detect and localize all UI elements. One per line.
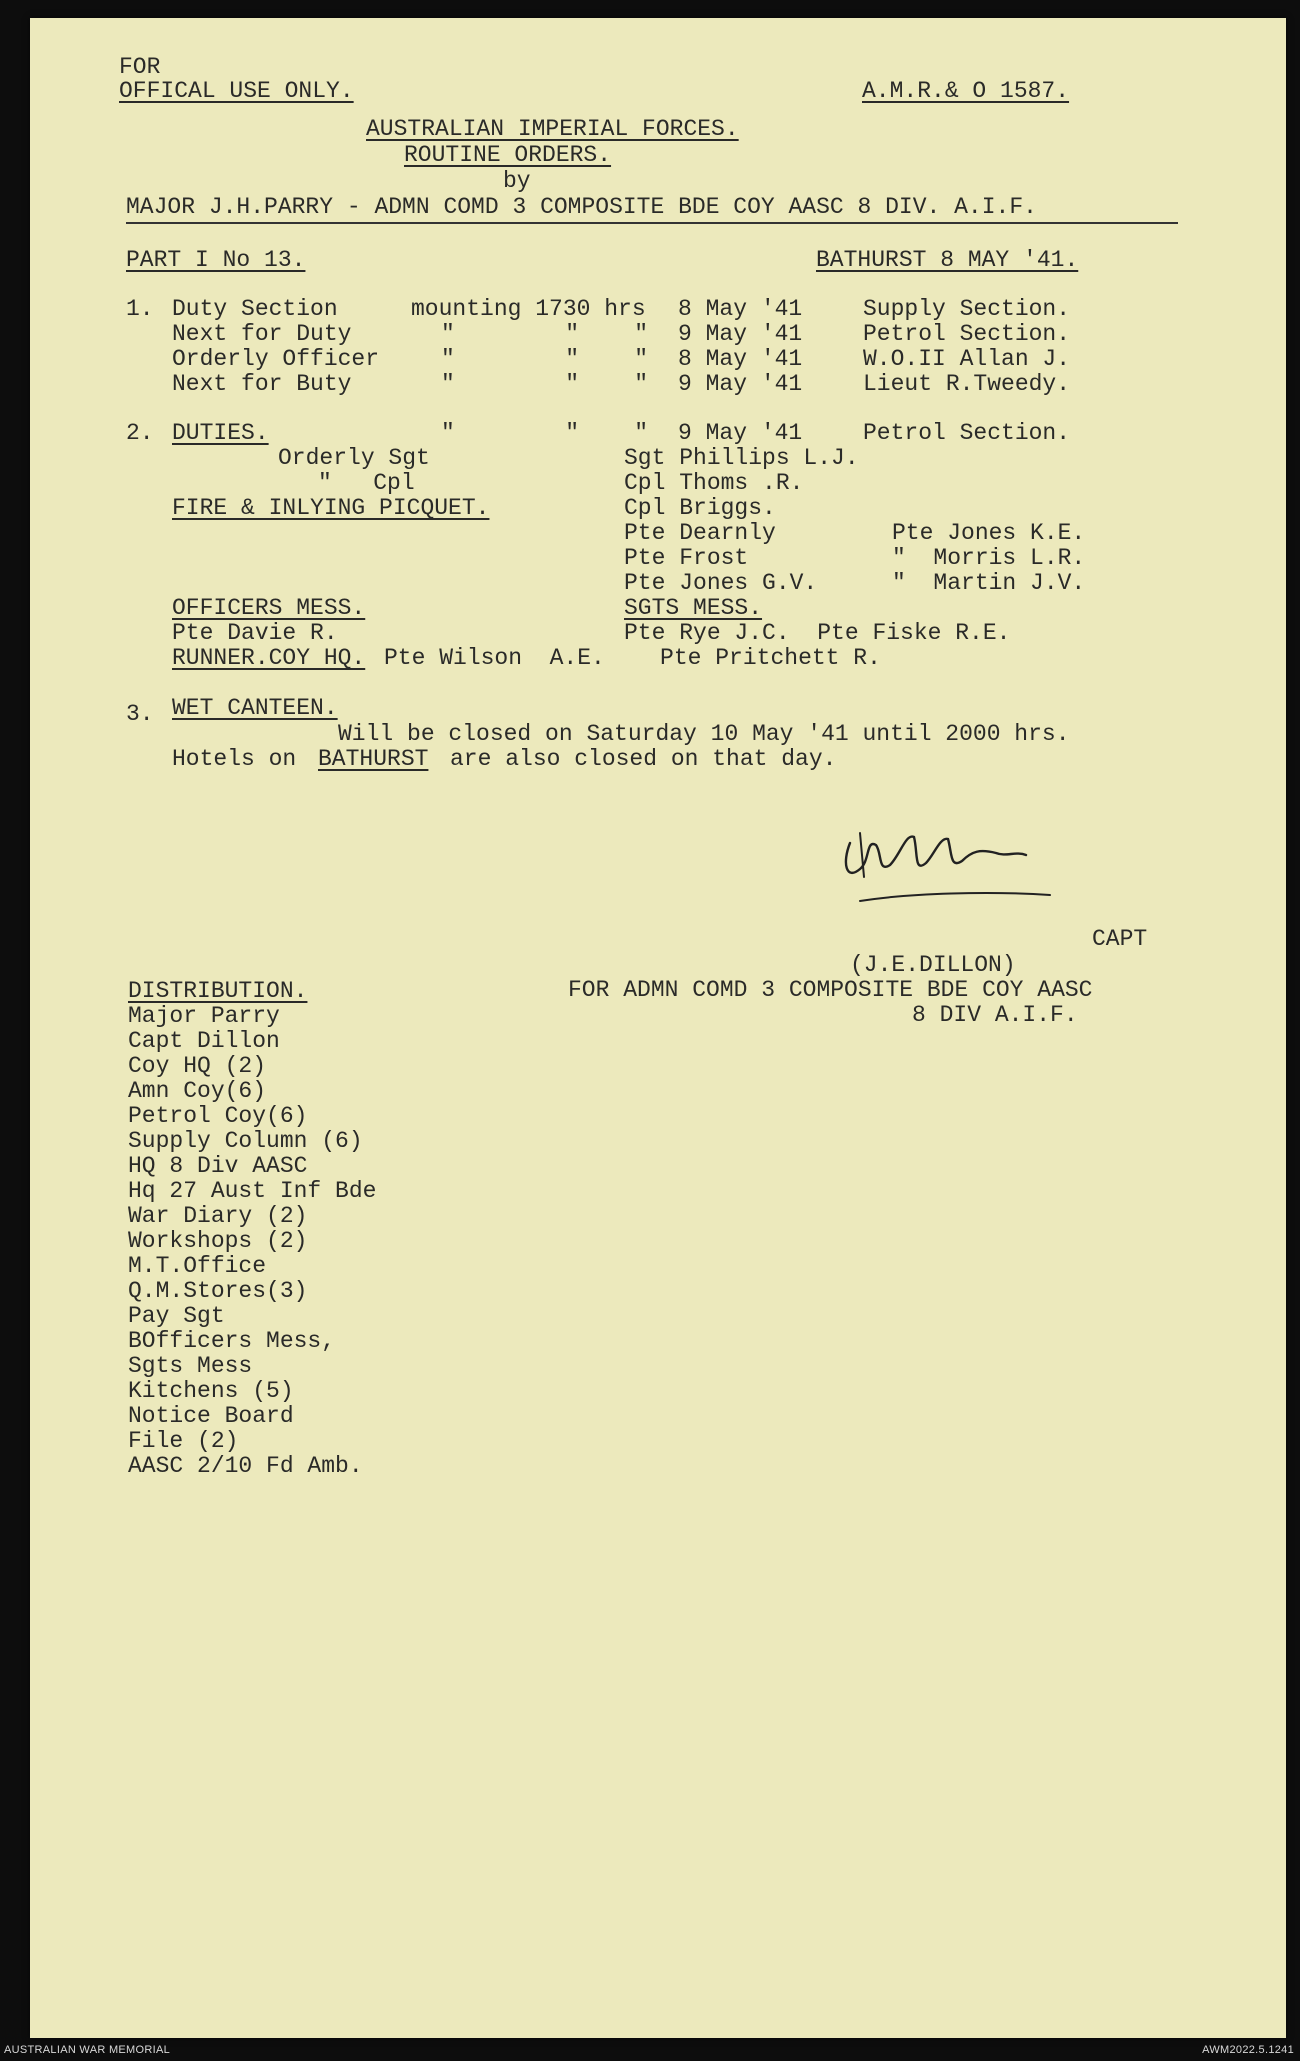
duty-row-time: mounting 1730 hrs (411, 296, 646, 322)
duty-row-time: " " " (441, 321, 649, 347)
wet-canteen-heading: WET CANTEEN. (172, 695, 338, 721)
distribution-item: Supply Column (6) (128, 1128, 363, 1154)
duty-row-assignee: W.O.II Allan J. (863, 346, 1071, 372)
duties-date: 9 May '41 (678, 420, 803, 446)
picquet-member: " Morris L.R. (892, 545, 1086, 571)
distribution-item: Kitchens (5) (128, 1378, 294, 1404)
signatory-rank: CAPT (1092, 926, 1148, 952)
duty-row-date: 9 May '41 (678, 371, 803, 397)
document-page (30, 18, 1286, 2038)
distribution-item: Major Parry (128, 1003, 280, 1029)
distribution-item: Sgts Mess (128, 1353, 253, 1379)
distribution-item: Pay Sgt (128, 1303, 225, 1329)
reference-number: A.M.R.& O 1587. (862, 78, 1070, 104)
distribution-item: Capt Dillon (128, 1028, 280, 1054)
place-date: BATHURST 8 MAY '41. (816, 247, 1079, 273)
duty-row-role: Orderly Officer (172, 346, 380, 372)
document-subtitle: ROUTINE ORDERS. (404, 142, 612, 168)
duty-row-date: 9 May '41 (678, 321, 803, 347)
duty-row-time: " " " (441, 346, 649, 372)
distribution-item: Coy HQ (2) (128, 1053, 267, 1079)
picquet-member: Pte Dearnly (624, 520, 776, 546)
duty-row-assignee: Petrol Section. (863, 321, 1071, 347)
by-line: by (503, 168, 531, 194)
distribution-item: Hq 27 Aust Inf Bde (128, 1178, 377, 1204)
wet-canteen-line-2-pre: Hotels on (172, 746, 297, 772)
distribution-item: HQ 8 Div AASC (128, 1153, 308, 1179)
duties-assignee: Petrol Section. (863, 420, 1071, 446)
cpl-name: Cpl Thoms .R. (624, 470, 804, 496)
duty-row-assignee: Lieut R.Tweedy. (863, 371, 1071, 397)
duties-heading: DUTIES. (172, 420, 269, 446)
archive-reference: AWM2022.5.1241 (1202, 2044, 1294, 2056)
picquet-member: Pte Jones G.V. (624, 570, 818, 596)
distribution-item: AASC 2/10 Fd Amb. (128, 1453, 363, 1479)
orderly-sgt-name: Sgt Phillips L.J. (624, 445, 859, 471)
handwritten-signature (820, 803, 1140, 913)
picquet-heading: FIRE & INLYING PICQUET. (172, 495, 490, 521)
orderly-sgt-label: Orderly Sgt (278, 445, 430, 471)
sgts-mess-members: Pte Rye J.C. Pte Fiske R.E. (624, 620, 1011, 646)
duty-row-time: " " " (441, 371, 649, 397)
distribution-item: Q.M.Stores(3) (128, 1278, 308, 1304)
wet-canteen-line-2-post: are also closed on that day. (450, 746, 837, 772)
archive-credit: AUSTRALIAN WAR MEMORIAL (4, 2044, 171, 2056)
duty-row-role: Next for Duty (172, 321, 352, 347)
distribution-item: Amn Coy(6) (128, 1078, 267, 1104)
section-3-number: 3. (126, 701, 154, 727)
section-1-number: 1. (126, 296, 154, 322)
part-number: PART I No 13. (126, 247, 306, 273)
officers-mess-heading: OFFICERS MESS. (172, 595, 366, 621)
distribution-item: Notice Board (128, 1403, 294, 1429)
officers-mess-member: Pte Davie R. (172, 620, 338, 646)
sgts-mess-heading: SGTS MESS. (624, 595, 763, 621)
signatory-for-line-1: FOR ADMN COMD 3 COMPOSITE BDE COY AASC (568, 977, 1093, 1003)
cpl-label: " Cpl (318, 470, 415, 496)
duties-time: " " " (441, 420, 649, 446)
picquet-member: " Martin J.V. (892, 570, 1086, 596)
runner-members: Pte Wilson A.E. Pte Pritchett R. (384, 645, 881, 671)
duty-row-role: Duty Section (172, 296, 338, 322)
distribution-item: File (2) (128, 1428, 239, 1454)
picquet-member: Cpl Briggs. (624, 495, 776, 521)
signatory-name: (J.E.DILLON) (850, 952, 1016, 978)
wet-canteen-line-2-place: BATHURST (318, 746, 429, 772)
duty-row-role: Next for Buty (172, 371, 352, 397)
for-line: FOR (119, 54, 161, 80)
distribution-item: BOfficers Mess, (128, 1328, 336, 1354)
distribution-item: M.T.Office (128, 1253, 267, 1279)
duty-row-date: 8 May '41 (678, 296, 803, 322)
distribution-heading: DISTRIBUTION. (128, 978, 308, 1004)
distribution-item: Petrol Coy(6) (128, 1103, 308, 1129)
issuer-underline (126, 222, 1178, 224)
section-2-number: 2. (126, 420, 154, 446)
distribution-item: War Diary (2) (128, 1203, 308, 1229)
wet-canteen-line-1: Will be closed on Saturday 10 May '41 until 2000 hrs. (338, 721, 1070, 747)
document-title: AUSTRALIAN IMPERIAL FORCES. (366, 116, 739, 142)
picquet-member: Pte Frost (624, 545, 749, 571)
distribution-item: Workshops (2) (128, 1228, 308, 1254)
duty-row-assignee: Supply Section. (863, 296, 1071, 322)
runner-heading: RUNNER.COY HQ. (172, 645, 366, 671)
issuer-line: MAJOR J.H.PARRY - ADMN COMD 3 COMPOSITE BDE COY AASC 8 DIV. A.I.F. (126, 194, 1037, 220)
signatory-for-line-2: 8 DIV A.I.F. (912, 1002, 1078, 1028)
official-use-line: OFFICAL USE ONLY. (119, 78, 354, 104)
duty-row-date: 8 May '41 (678, 346, 803, 372)
picquet-member: Pte Jones K.E. (892, 520, 1086, 546)
